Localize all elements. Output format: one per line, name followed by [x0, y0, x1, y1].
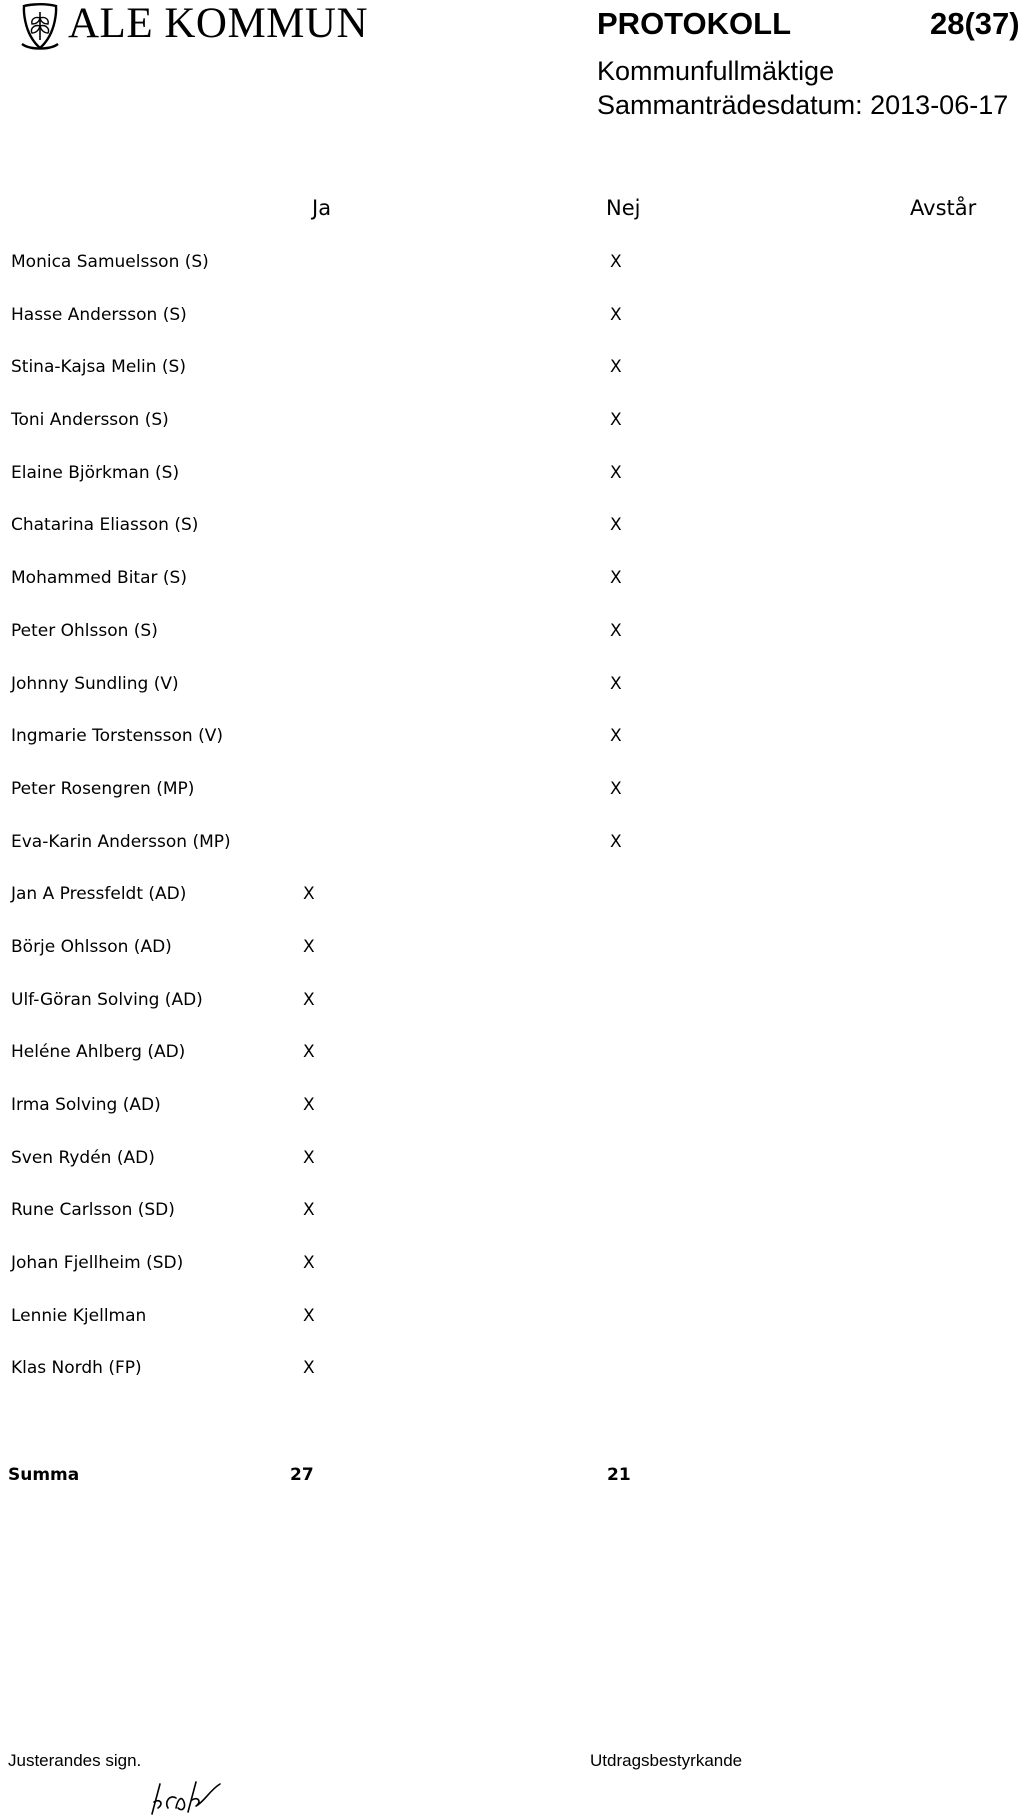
member-name: Stina-Kajsa Melin (S)	[11, 357, 186, 378]
ale-kommun-crest-icon	[18, 2, 62, 52]
vote-row	[0, 884, 1024, 937]
vote-row	[0, 1042, 1024, 1095]
member-name: Peter Rosengren (MP)	[11, 778, 195, 799]
member-name: Johnny Sundling (V)	[11, 673, 179, 694]
vote-ja: X	[303, 936, 315, 957]
vote-nej: X	[610, 620, 622, 641]
vote-row	[0, 305, 1024, 358]
vote-nej: X	[610, 673, 622, 694]
column-header-ja: Ja	[312, 196, 332, 220]
vote-nej: X	[610, 252, 622, 272]
member-name: Lennie Kjellman	[11, 1305, 147, 1326]
vote-row	[0, 990, 1024, 1043]
vote-ja: X	[303, 1305, 315, 1326]
summary-label: Summa	[8, 1465, 80, 1485]
vote-row	[0, 674, 1024, 727]
vote-ja: X	[303, 1253, 315, 1274]
vote-row	[0, 252, 1024, 305]
organization-name: ALE KOMMUN	[68, 0, 369, 47]
member-name: Eva-Karin Andersson (MP)	[11, 831, 231, 852]
handwritten-signature	[148, 1778, 238, 1818]
vote-ja: X	[303, 1042, 315, 1063]
member-name: Ulf-Göran Solving (AD)	[11, 989, 203, 1010]
meeting-date: Sammanträdesdatum: 2013-06-17	[597, 90, 1009, 120]
vote-list	[0, 252, 1024, 1411]
organization-unit: Kommunfullmäktige	[597, 56, 835, 86]
column-header-avstar: Avstår	[910, 196, 977, 220]
summary-ja-total: 27	[290, 1465, 314, 1485]
member-name: Monica Samuelsson (S)	[11, 252, 209, 272]
vote-row	[0, 937, 1024, 990]
member-name: Jan A Pressfeldt (AD)	[11, 884, 187, 905]
vote-row	[0, 1200, 1024, 1253]
vote-row	[0, 515, 1024, 568]
member-name: Klas Nordh (FP)	[11, 1358, 142, 1379]
vote-nej: X	[610, 410, 622, 431]
vote-row	[0, 621, 1024, 674]
vote-row	[0, 1306, 1024, 1359]
member-name: Peter Ohlsson (S)	[11, 620, 158, 641]
adjuster-signature-label: Justerandes sign.	[8, 1751, 142, 1770]
column-header-nej: Nej	[606, 196, 641, 220]
vote-nej: X	[610, 357, 622, 378]
member-name: Rune Carlsson (SD)	[11, 1200, 175, 1221]
member-name: Toni Andersson (S)	[11, 410, 169, 431]
vote-row	[0, 357, 1024, 410]
vote-row	[0, 568, 1024, 621]
member-name: Chatarina Eliasson (S)	[11, 515, 199, 536]
vote-row	[0, 779, 1024, 832]
extract-certification-label: Utdragsbestyrkande	[590, 1751, 743, 1770]
vote-row	[0, 1253, 1024, 1306]
vote-ja: X	[303, 1200, 315, 1221]
member-name: Sven Rydén (AD)	[11, 1147, 155, 1168]
vote-row	[0, 410, 1024, 463]
vote-row	[0, 1095, 1024, 1148]
vote-row	[0, 1148, 1024, 1201]
vote-nej: X	[610, 831, 622, 852]
member-name: Börje Ohlsson (AD)	[11, 936, 172, 957]
document-type: PROTOKOLL	[597, 6, 792, 41]
vote-ja: X	[303, 1095, 315, 1115]
member-name: Elaine Björkman (S)	[11, 462, 180, 483]
vote-row	[0, 832, 1024, 885]
vote-row	[0, 726, 1024, 779]
vote-row	[0, 463, 1024, 516]
member-name: Mohammed Bitar (S)	[11, 568, 187, 589]
member-name: Heléne Ahlberg (AD)	[11, 1042, 186, 1063]
vote-nej: X	[610, 462, 622, 483]
vote-nej: X	[610, 726, 622, 747]
summary-nej-total: 21	[607, 1465, 631, 1485]
vote-row	[0, 1358, 1024, 1411]
vote-nej: X	[610, 778, 622, 799]
member-name: Ingmarie Torstensson (V)	[11, 726, 223, 747]
member-name: Hasse Andersson (S)	[11, 304, 187, 325]
vote-ja: X	[303, 1358, 315, 1379]
page-number: 28(37)	[930, 6, 1020, 41]
vote-nej: X	[610, 568, 622, 589]
vote-ja: X	[303, 884, 315, 905]
vote-nej: X	[610, 304, 622, 325]
vote-nej: X	[610, 515, 622, 536]
member-name: Irma Solving (AD)	[11, 1095, 161, 1115]
vote-ja: X	[303, 1147, 315, 1168]
member-name: Johan Fjellheim (SD)	[11, 1253, 184, 1274]
vote-ja: X	[303, 989, 315, 1010]
